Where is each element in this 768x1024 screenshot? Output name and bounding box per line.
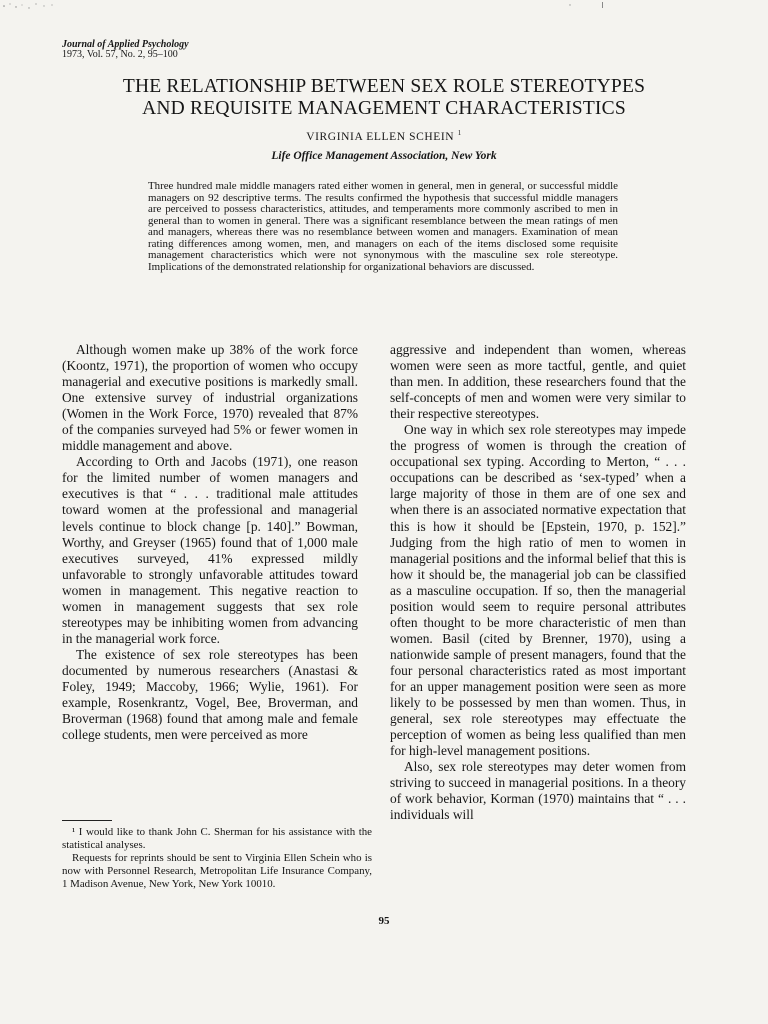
author-name: VIRGINIA ELLEN SCHEIN <box>306 130 455 143</box>
journal-name: Journal of Applied Psychology <box>62 39 189 50</box>
paragraph: Also, sex role stereotypes may deter women from striving to succeed in managerial positions. In a theory of work behavior, Korman (1970) maintains that “ . . . individuals will <box>390 759 686 823</box>
paragraph-continued: aggressive and independent than women, whereas women were seen as more tactful, gentle, and quiet than men. In addition, these researchers found that the self-concepts of men and women were very similar to their respective stereotypes. <box>390 342 686 422</box>
footnote-reprints: Requests for reprints should be sent to Virginia Ellen Schein who is now with Personnel Research, Metropolitan Life Insurance Company, 1 Madison Avenue, New York, New York 10010. <box>62 851 372 890</box>
paragraph: The existence of sex role stereotypes has been documented by numerous researchers (Anastasi & Foley, 1949; Maccoby, 1966; Wylie, 1961). For example, Rosenkrantz, Vogel, Bee, Broverman, and Broverman (1968) found that among male and female college students, men were perceived as more <box>62 646 358 743</box>
journal-volume-info: 1973, Vol. 57, No. 2, 95–100 <box>62 49 178 60</box>
body-column-left <box>62 342 358 743</box>
abstract: Three hundred male middle managers rated either women in general, men in general, or successful middle managers on 92 descriptive terms. The results confirmed the hypothesis that successful middle managers are perceived to possess characteristics, attitudes, and temperaments more commonly ascribed to men in general than to women in general. There was a significant resemblance between the mean ratings of men and managers, whereas there was no resemblance between women and managers. Examination of mean rating differences among women, men, and managers on each of the items disclosed some requisite management characteristics which were not synonymous with the masculine sex role stereotype. Implications of the demonstrated relationship for organizational behaviors are discussed. <box>148 180 618 273</box>
body-column-right <box>390 342 686 823</box>
scan-speckle-top-left <box>0 0 60 14</box>
footnotes <box>62 826 372 891</box>
footnote-divider <box>62 820 112 821</box>
page-number: 95 <box>378 915 390 927</box>
author-affiliation: Life Office Management Association, New York <box>271 150 497 162</box>
article-title <box>40 76 728 120</box>
title-line-2: AND REQUISITE MANAGEMENT CHARACTERISTICS <box>142 98 626 119</box>
footnote-acknowledgment: ¹ I would like to thank John C. Sherman for his assistance with the statistical analyses. <box>62 826 372 851</box>
author-footnote-mark: 1 <box>457 129 462 137</box>
title-line-1: THE RELATIONSHIP BETWEEN SEX ROLE STEREOTYPES <box>122 76 646 97</box>
paragraph: Although women make up 38% of the work force (Koontz, 1971), the proportion of women who occupy managerial and executive positions is markedly small. One extensive survey of industrial organizations (Women in the Work Force, 1970) revealed that 87% of the companies surveyed had 5% or fewer women in middle management and above. <box>62 342 358 454</box>
author-byline <box>0 129 768 143</box>
paragraph: According to Orth and Jacobs (1971), one reason for the limited number of women managers and executives is that “ . . . traditional male attitudes toward women at the professional and managerial levels continue to block change [p. 140].” Bowman, Worthy, and Greyser (1965) found that of 1,000 male executives surveyed, 41% expressed mildly unfavorable to strongly unfavorable attitudes toward women in management. This negative reaction to women in management suggests that sex role stereotypes may be inhibiting women from advancing in the managerial work force. <box>62 454 358 646</box>
journal-header <box>62 40 189 60</box>
scan-speckle-top-right <box>560 0 620 10</box>
paragraph: One way in which sex role stereotypes may impede the progress of women is through the creation of occupational sex typing. According to Merton, “ . . . occupations can be described as ‘sex-typed’ when a large majority of those in them are of one sex and when there is an associated normative expectation that this is how it should be [Epstein, 1970, p. 152].” Judging from the high ratio of men to women in managerial positions and the informal belief that this is how it should be, the managerial job can be classified as a masculine occupation. If so, then the managerial position would seem to require personal attributes often thought to be more characteristic of men than women. Basil (cited by Brenner, 1970), using a nationwide sample of present managers, found that the four personal characteristics rated as most important for an upper management position were seen as more likely to be possessed by men than women. Thus, in general, sex role stereotypes may effectuate the perception of women as being less qualified than men for high-level management positions. <box>390 422 686 759</box>
